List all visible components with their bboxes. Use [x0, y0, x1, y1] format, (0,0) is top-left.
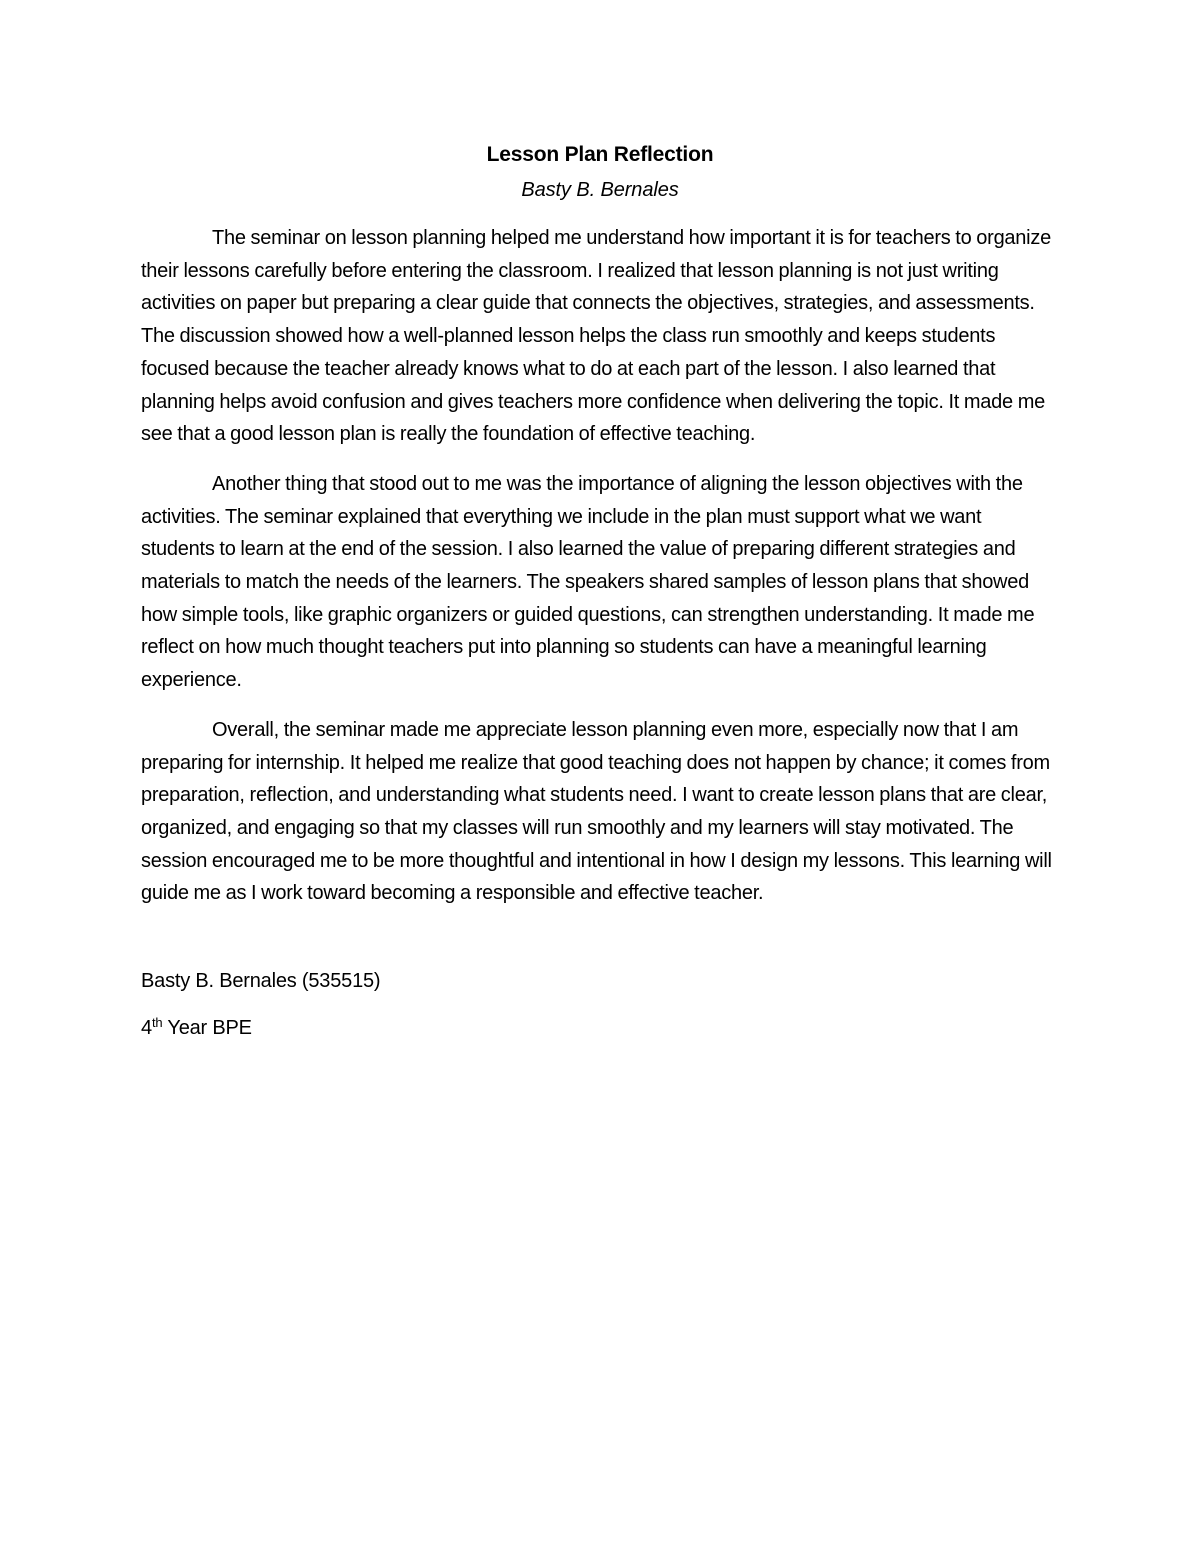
- document-body: [141, 138, 1059, 1045]
- signature-year-level: [141, 1012, 1059, 1045]
- year-number: 4: [141, 1017, 152, 1040]
- paragraph-2: Another thing that stood out to me was the importance of aligning the lesson objectives with the activities. The seminar explained that everything we include in the plan must support what we want students to learn at the end of the session. I also learned the value of preparing different strategies and materials to match the needs of the learners. The speakers shared samples of lesson plans that showed how simple tools, like graphic organizers or guided questions, can strengthen understanding. It made me reflect on how much thought teachers put into planning so students can have a meaningful learning experience.: [141, 472, 1035, 692]
- paragraph-3: Overall, the seminar made me appreciate lesson planning even more, especially now that I am preparing for internship. It helped me realize that good teaching does not happen by chance; it comes from preparation, reflection, and understanding what students need. I want to create lesson plans that are clear, organized, and engaging so that my classes will run smoothly and my learners will stay motivated. The session encouraged me to be more thoughtful and intentional in how I design my lessons. This learning will guide me as I work toward becoming a responsible and effective teacher.: [141, 718, 1052, 905]
- year-ordinal-suffix: th: [151, 1015, 163, 1031]
- document-author: Basty B. Bernales: [521, 179, 679, 201]
- document-title: Lesson Plan Reflection: [486, 143, 714, 166]
- signature-name: Basty B. Bernales (535515): [141, 970, 381, 993]
- year-program: Year BPE: [162, 1017, 252, 1040]
- paragraph-1: The seminar on lesson planning helped me understand how important it is for teachers to organize their lessons carefully before entering the classroom. I realized that lesson planning is not just writing activities on paper but preparing a clear guide that connects the objectives, strategies, and assessments. The discussion showed how a well-planned lesson helps the class run smoothly and keeps students focused because the teacher already knows what to do at each part of the lesson. I also learned that planning helps avoid confusion and gives teachers more confidence when delivering the topic. It made me see that a good lesson plan is really the foundation of effective teaching.: [141, 227, 1051, 446]
